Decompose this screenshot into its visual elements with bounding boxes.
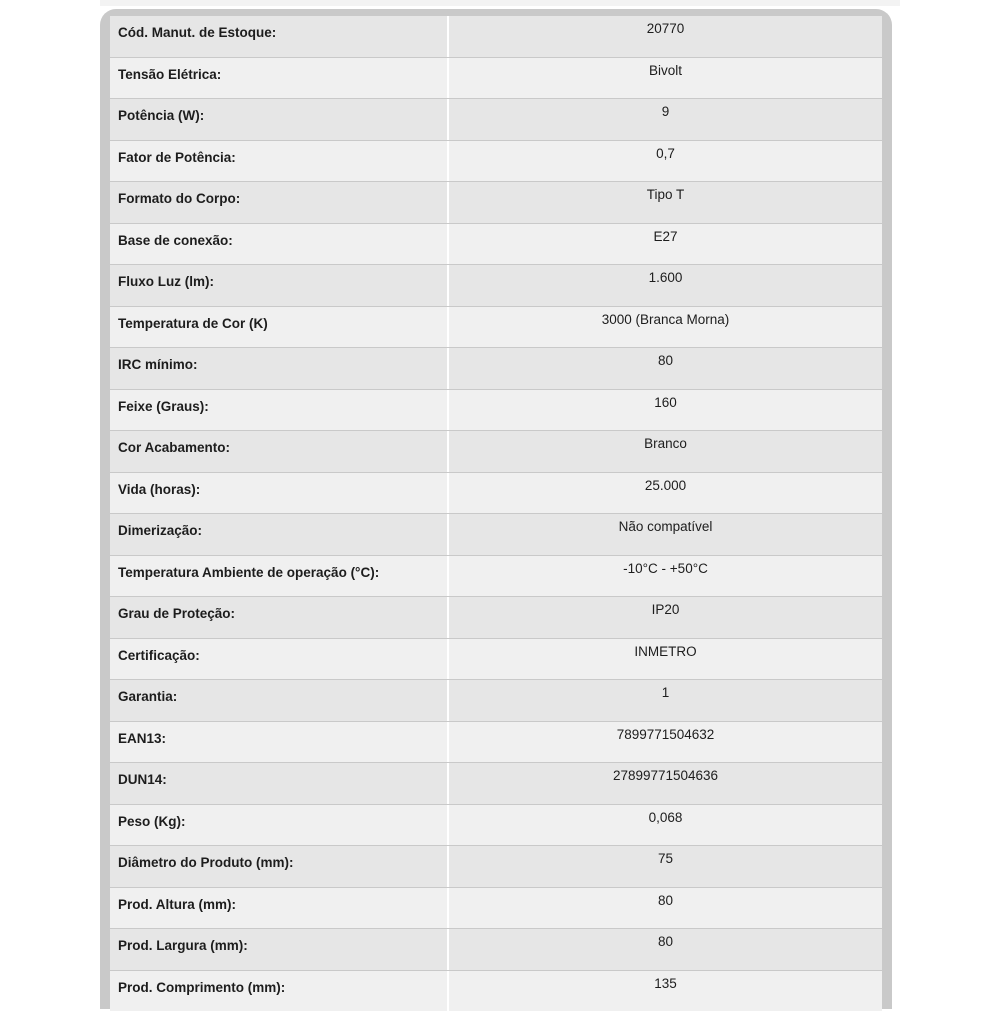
spec-table bbox=[110, 16, 882, 1012]
spec-row bbox=[110, 597, 882, 638]
spec-value: 1.600 bbox=[648, 270, 683, 285]
spec-row bbox=[110, 846, 882, 887]
spec-row bbox=[110, 888, 882, 929]
spec-value: Tipo T bbox=[646, 187, 685, 202]
spec-row bbox=[110, 182, 882, 223]
spec-row bbox=[110, 390, 882, 431]
spec-value: Bivolt bbox=[648, 62, 682, 78]
spec-value: 135 bbox=[654, 975, 677, 991]
spec-row bbox=[110, 58, 882, 99]
spec-row bbox=[110, 431, 882, 472]
spec-label: Garantia: bbox=[110, 680, 449, 721]
spec-row bbox=[110, 348, 882, 389]
spec-value: 1 bbox=[661, 685, 670, 700]
spec-row bbox=[110, 639, 882, 680]
spec-label: Fator de Potência: bbox=[110, 141, 449, 182]
spec-label: Dimerização: bbox=[110, 514, 449, 555]
spec-value: Branco bbox=[644, 436, 687, 451]
spec-value: -10°C - +50°C bbox=[623, 560, 708, 576]
spec-label: Prod. Altura (mm): bbox=[110, 888, 449, 929]
spec-label: Diâmetro do Produto (mm): bbox=[110, 846, 449, 887]
spec-value: 20770 bbox=[646, 21, 685, 36]
spec-label: Temperatura Ambiente de operação (°C): bbox=[110, 556, 449, 597]
spec-label: Cor Acabamento: bbox=[110, 431, 449, 472]
spec-row bbox=[110, 16, 882, 57]
spec-value: E27 bbox=[653, 228, 678, 244]
spec-value: 9 bbox=[661, 104, 670, 119]
spec-row bbox=[110, 473, 882, 514]
spec-row bbox=[110, 971, 882, 1012]
spec-row bbox=[110, 265, 882, 306]
spec-row bbox=[110, 763, 882, 804]
spec-label: Prod. Largura (mm): bbox=[110, 929, 449, 970]
spec-row bbox=[110, 722, 882, 763]
spec-label: IRC mínimo: bbox=[110, 348, 449, 389]
spec-label: Certificação: bbox=[110, 639, 449, 680]
spec-value: 7899771504632 bbox=[616, 726, 715, 742]
spec-label: Formato do Corpo: bbox=[110, 182, 449, 223]
spec-value: Não compatível bbox=[618, 519, 713, 534]
spec-row bbox=[110, 141, 882, 182]
spec-value: 160 bbox=[654, 394, 677, 410]
spec-label: Base de conexão: bbox=[110, 224, 449, 265]
spec-value: 3000 (Branca Morna) bbox=[601, 311, 730, 327]
spec-label: Temperatura de Cor (K) bbox=[110, 307, 449, 348]
spec-label: Grau de Proteção: bbox=[110, 597, 449, 638]
spec-value: INMETRO bbox=[634, 643, 697, 659]
spec-row bbox=[110, 224, 882, 265]
spec-value: 25.000 bbox=[644, 477, 687, 493]
spec-row bbox=[110, 680, 882, 721]
spec-value: 75 bbox=[657, 851, 674, 866]
top-strip bbox=[100, 0, 900, 6]
spec-row bbox=[110, 514, 882, 555]
spec-row bbox=[110, 805, 882, 846]
spec-label: Tensão Elétrica: bbox=[110, 58, 449, 99]
spec-label: Fluxo Luz (lm): bbox=[110, 265, 449, 306]
spec-value: 80 bbox=[657, 892, 674, 908]
spec-row bbox=[110, 99, 882, 140]
spec-value: 27899771504636 bbox=[612, 768, 719, 783]
spec-label: Peso (Kg): bbox=[110, 805, 449, 846]
spec-row bbox=[110, 556, 882, 597]
spec-value: 0,7 bbox=[656, 145, 675, 161]
spec-label: Prod. Comprimento (mm): bbox=[110, 971, 449, 1012]
spec-label: Feixe (Graus): bbox=[110, 390, 449, 431]
spec-label: Cód. Manut. de Estoque: bbox=[110, 16, 449, 57]
spec-row bbox=[110, 307, 882, 348]
spec-value: 0,068 bbox=[648, 809, 683, 825]
spec-label: EAN13: bbox=[110, 722, 449, 763]
spec-label: DUN14: bbox=[110, 763, 449, 804]
spec-label: Potência (W): bbox=[110, 99, 449, 140]
spec-value: IP20 bbox=[651, 602, 680, 617]
spec-row bbox=[110, 929, 882, 970]
spec-value: 80 bbox=[657, 934, 674, 949]
spec-value: 80 bbox=[657, 353, 674, 368]
spec-label: Vida (horas): bbox=[110, 473, 449, 514]
